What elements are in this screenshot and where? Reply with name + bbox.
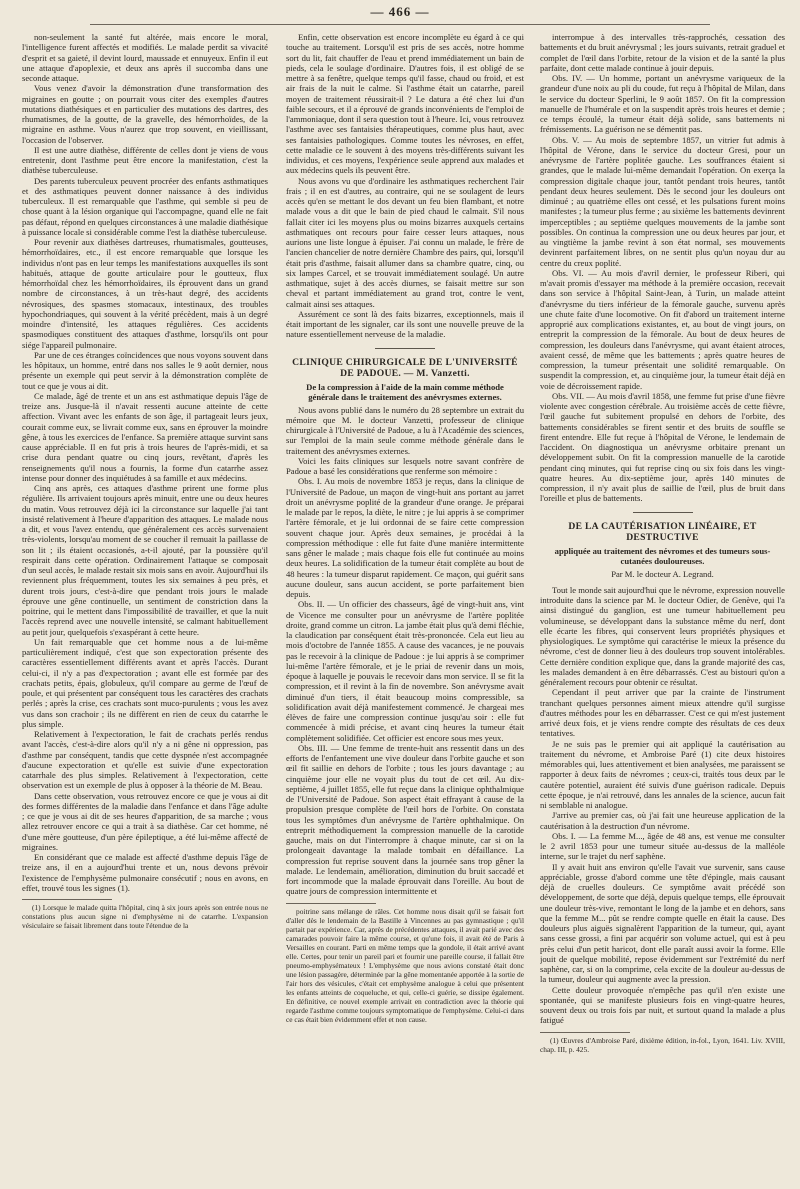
column-right (540, 32, 785, 1172)
paragraph: Il est une autre diathèse, différente de celles dont je viens de vous entretenir, dont l'asthme peut être encore la manifestation, c'est la diathèse tuberculeuse. (22, 144, 268, 176)
paragraph: non-seulement la santé fut altérée, mais encore le moral, l'intelligence furent affectés et modifiés. Le malade perdit sa vivacité d'esprit et sa gaieté, il devint lourd, maussade et ennuyeux. Enfin il eut une attaque d'apoplexie, et deux ans après il succomba dans une seconde attaque. (22, 32, 268, 83)
paragraph: Enfin, cette observation est encore incomplète eu égard à ce qui touche au traitement. Lorsqu'il est pris de ses accès, notre homme sort du lit, fait chauffer de l'eau et prend immédiatement un bain de pieds, cela le soulage d'ordinaire. D'autres fois, il est obligé de se mettre à sa fenêtre, quelque temps qu'il fasse, chaud ou froid, et est air frais de la nuit le calme. Si l'asthme était un catarrhe, pareil moyen de traitement réussirait-il ? Le datura a été chez lui d'un faible secours, et il a éprouvé de grands inconvénients de l'emploi de l'ammoniaque, dont il sera question tout à l'heure. Ici, vous retrouvez l'asthme avec ses fantaisies thérapeutiques, comme plus haut, avec ses fantaisies pathologiques. Comme toutes les névroses, en effet, cette maladie ce le souvent à des moyens très-différents suivant les individus, et ces moyens, l'expérience seule apprend aux malades et aux médecins quels ils peuvent être. (286, 32, 524, 176)
paragraph: Obs. IV. — Un homme, portant un anévrysme variqueux de la grandeur d'une noix au pli du coude, fut reçu à l'hôpital de Milan, dans le service du docteur Sperlini, le 9 août 1857. On fit la compression manuelle de l'humérale et on la suspendit après trois heures et demie ; ce temps écoulé, la tumeur était déjà solide, sans battements ni frémissements. La guérison ne se démentit pas. (540, 73, 785, 135)
paragraph: Dans cette observation, vous retrouvez encore ce que je vous ai dit des formes différentes de la maladie dans l'enfance et dans l'âge adulte ; ce que je vous ai dit de ses heures d'apparition, de sa marche ; vous allez retrouver encore ce qui a trait à sa diathèse. Car cet homme, né d'une mère goutteuse, d'un père épileptique, a été lui-même affecté de migraines. (22, 790, 268, 852)
paragraph: Je ne suis pas le premier qui ait appliqué la cautérisation au traitement du névrome, et Ambroise Paré (1) cite deux histoires mémorables qui, lues attentivement et bien analysées, me paraissent se rapporter à deux faits de névromes ; ceux-ci, traités tous deux par le cautère potentiel, auraient été suivis d'une guérison radicale. Depuis cette époque, je n'ai retrouvé, dans les annales de la science, aucun fait ni semblable ni analogue. (540, 738, 785, 810)
paragraph: interrompue à des intervalles très-rapprochés, cessation des battements et du bruit anévrysmal ; les jours suivants, retrait graduel et complet de l'œil dans l'orbite, retour de la vision et de la santé la plus parfaite, dont cette malade continue à jouir depuis. (540, 32, 785, 73)
paragraph: Cependant il peut arriver que par la crainte de l'instrument tranchant quelques personnes aiment mieux attendre qu'il surgisse d'autres méthodes pour les en débarrasser. C'est ce qui m'est justement arrivé deux fois, et je viens rendre compte des résultats de ces deux tentatives. (540, 687, 785, 739)
paragraph: Il y avait huit ans environ qu'elle l'avait vue survenir, sans cause appréciable, grosse d'abord comme une tête d'épingle, mais causant déjà de cruelles douleurs. Ce symptôme avait précédé son développement, de sorte que déjà, depuis quelque temps, elle éprouvait une douleur très-vive, remontant le long de la jambe et en dehors, sans que la femme M... pût se rendre compte quelle en était la cause. Des douleurs plus aiguës signalèrent l'apparition de la tumeur, qui, ayant sans cesse grossi, a fini par acquérir son volume actuel, qui est à peu près celui d'un petit haricot, dont elle paraît aussi avoir la forme. Elle jouit de quelque mobilité, repose évidemment sur l'extrémité du nerf saphène, car, si on la comprime, cela excite de la douleur au-dessus de la tumeur, douleur qui augmente avec la pression. (540, 861, 785, 985)
section-title: DE LA CAUTÉRISATION LINÉAIRE, ET DESTRUCTIVE (568, 520, 757, 543)
paragraph: Un fait remarquable que cet homme nous a de lui-même particulièrement indiqué, c'est que son expectoration présente des caractères essentiellement différents avant et après l'accès. Durant celui-ci, il n'y a pas d'expectoration ; avant elle est formée par des crachats petits, épais, globuleux, qu'il compare au germe de l'œuf de poule, et qui présentent par conséquent tous les caractères des crachats perlés ; après la crise, ces crachats sont muco-purulents ; vous les avez vus dans son crachoir ; ils ne diffèrent en rien de ceux du catarrhe le plus simple. (22, 636, 268, 729)
footnote (540, 1036, 785, 1054)
paragraph: Obs. II. — Un officier des chasseurs, âgé de vingt-huit ans, vint de Vicence me consulter pour un anévrysme de l'artère poplitée droite, grand comme un citron. La jambe était plus qu'à demi fléchie, la claudication par conséquent était très-prononcée. Cela eut lieu au mois d'octobre de l'année 1855. A cause des vacances, je ne pouvais pas le recevoir à la clinique de Padoue : je lui appris à se comprimer lui-même l'artère fémorale, et je le priai de revenir dans un mois, époque à laquelle je pouvais le recevoir dans mon service. Il se fit la compression, et il revint à la fin de novembre. Son anévrysme avait diminué d'un tiers, il était beaucoup moins compressible, sa solidification avait déjà manifestement commencé. Je chargeai mes élèves de faire une compression continue jusqu'au soir : elle fut commencée à midi précise, et avant cinq heures la tumeur était complètement solidifiée. Cet officier est encore sous mes yeux. (286, 599, 524, 743)
column-middle (286, 32, 524, 1172)
section-author: Par M. le docteur A. Legrand. (611, 568, 714, 579)
paragraph: Obs. I. — La femme M..., âgée de 48 ans, est venue me consulter le 2 avril 1853 pour une tumeur située au-dessus de la malléole interne, sur le trajet du nerf saphène. (540, 830, 785, 862)
section-title: CLINIQUE CHIRURGICALE DE L'UNIVERSITÉ DE PADOUE. — M. Vanzetti. (292, 356, 518, 379)
section-subtitle: De la compression à l'aide de la main comme méthode générale dans le traitement des anévrysmes externes. (306, 381, 504, 402)
footnote-continued (286, 907, 524, 1024)
paragraph: Obs. VII. — Au mois d'avril 1858, une femme fut prise d'une fièvre violente avec congestion cérébrale. Au troisième accès de cette fièvre, l'œil gauche fut subitement propulsé en dehors de l'orbite, des battements considérables se firent sentir et des bruits de souffle se firent entendre. Elle fut reçue à l'hôpital de Vérone, le lendemain de l'accident. On diagnostiqua un anévrysme orbitaire prenant un développement subit. On fit la compression manuelle de la carotide pendant cinq minutes, qui fut reprise cinq ou six fois dans les vingt-quatre heures. Au dix-septième jour, après 140 minutes de compression, il n'y avait plus de saillie de l'œil, plus de bruit dans l'oreille et plus de battements. (540, 390, 785, 504)
paragraph: Obs. VI. — Au mois d'avril dernier, le professeur Riberi, qui m'avait promis d'essayer ma méthode à la première occasion, recevait dans son service à l'hôpital Saint-Jean, à Turin, un malade atteint d'anévrysme du tiers inférieur de la fémorale gauche, survenu après une chute faite d'une locomotive. On fit d'abord un traitement interne approprié aux complications existantes, et, au bout de vingt jours, on entreprit la compression de la fémorale. Au bout de deux heures de compression, les douleurs dans l'anévrysme, qui avant étaient atroces, avaient cessé, de même que les battements ; après quatre heures de compression, la tumeur présentait une solidité remarquable. On suspendit la compression, et, au cinquième jour, la tumeur était déjà en voie de décroissement rapide. (540, 267, 785, 391)
header-rule (90, 24, 710, 25)
paragraph: Ce malade, âgé de trente et un ans est asthmatique depuis l'âge de treize ans. Jusque-là il n'avait ressenti aucune atteinte de cette affection. Vivant avec les enfants de son âge, il partageait leurs jeux, courait comme eux, se livrait comme eux, sans en éprouver la moindre gêne, à tous les exercices de l'enfance. Sa première attaque survint sans cause appréciable. Il en fut pris à trois heures de l'après-midi, et sa crise dura pendant quatre ou cinq jours, revêtant, d'après les renseignements qu'il nous a fournis, la forme d'un catarrhe assez intense pour donner des inquiétudes à sa famille et aux médecins. (22, 390, 268, 483)
paragraph: Nous avons publié dans le numéro du 28 septembre un extrait du mémoire que M. le docteur Vanzetti, professeur de clinique chirurgicale à l'Université de Padoue, a lu à l'Académie des sciences, sur l'emploi de la main seule comme méthode générale dans le traitement des anévrysmes externes. (286, 404, 524, 456)
section-subtitle: appliquée au traitement des névromes et des tumeurs sous-cutanées douloureuses. (554, 545, 771, 566)
footnote-rule (22, 899, 112, 900)
paragraph: Assurément ce sont là des faits bizarres, exceptionnels, mais il était important de les signaler, car ils sont une nouvelle preuve de la nature essentiellement nerveuse de la maladie. (286, 308, 524, 340)
paragraph: Obs. V. — Au mois de septembre 1857, un vitrier fut admis à l'hôpital de Vérone, dans le service du docteur Gresi, pour un anévrysme de l'artère poplitée gauche. Les souffrances étaient si grandes, que le malade lui-même demandait l'opération. On exerça la compression digitale chaque jour, tantôt pendant trois heures, tantôt pendant deux heures seulement. Dès le second jour les douleurs ont diminué ; au quatrième elles ont cessé, et les pulsations furent moins manifestes ; la tumeur plus ferme ; au sixième les battements devinrent imperceptibles ; au septième quelques mouvements de la jambe sont possibles. On continua la compression une ou deux heures par jour, et au vingtième la jambe revint à son état normal, ses mouvements devinrent parfaitement libres, on ne sentit plus qu'un noyau dur au centre du creux poplité. (540, 134, 785, 268)
paragraph: Des parents tuberculeux peuvent procréer des enfants asthmatiques et des asthmatiques peuvent donner naissance à des individus tuberculeux. Il est remarquable que l'asthme, qui semble si peu de chose quant à la lésion organique qui l'accompagne, quand elle ne fait pas défaut, répond en quelques circonstances à une maladie diathésique à puissance locale si considérable comme l'est la diathèse tuberculeuse. (22, 175, 268, 237)
paragraph: Par une de ces étranges coïncidences que nous voyons souvent dans les hôpitaux, un homme, entré dans nos salles le 9 août dernier, nous présente un exemple qui peut servir à la démonstration complète de tout ce que je vous ai dit. (22, 349, 268, 391)
footnote-text: poitrine sans mélange de râles. Cet homme nous disait qu'il se faisait fort d'aller dès le lendemain de la Bastille à Vincennes au pas gymnastique ; qu'il partait par expérience. Car, après de précédentes attaques, il avait parié avec des camarades pouvoir faire la même course, et qu'une fois, il avait été de Paris à Versailles en courant. Parti en même temps que la gondole, il était arrivé avant elle. Certes, pour tenir un pareil pari et fournir une pareille course, il fallait être pneumo-emphysémateux ! L'emphysème que nous avions constaté était donc une lésion passagère, déterminée par la gêne momentanée apportée à la sortie de l'air hors des vésicules, c'était cet emphysème analogue à celui que présentent les enfants atteints de coqueluche, et qui, celle-ci guérie, se dissipe également. En définitive, ce nouvel exemple arrivait en contradiction avec la théorie qui regarde l'asthme comme toujours symptomatique de l'emphysème. Celui-ci dans ce cas était bien évidemment effet et non cause. (286, 906, 524, 1024)
paragraph: Voici les faits cliniques sur lesquels notre savant confrère de Padoue a basé les considérations que renferme son mémoire : (286, 455, 524, 476)
section-separator (375, 348, 435, 349)
footnote-rule (540, 1032, 630, 1033)
footnote-text: (1) Lorsque le malade quitta l'hôpital, cinq à six jours après son entrée nous ne constations plus aucun signe ni d'emphysème ni de catarrhe. L'expansion vésiculaire se faisait librement dans toute l'étendue de la (22, 903, 268, 930)
section-separator (633, 512, 693, 513)
paragraph: Vous venez d'avoir la démonstration d'une transformation des migraines en goutte ; on pourrait vous citer des exemples d'autres mutations diathésiques et en particulier des mutations des dartres, des rhumatismes, de la goutte, de la gravelle, des hémorrhoïdes, de la migraine en asthme. Vous n'aurez que trop souvent, en vieillissant, l'occasion de l'observer. (22, 83, 268, 145)
column-left (22, 32, 268, 1172)
paragraph: Tout le monde sait aujourd'hui que le névrome, expression nouvelle introduite dans la science par M. le docteur Odier, de Genève, qui l'a ainsi distingué du ganglion, est une tumeur habituellement peu volumineuse, se développant dans la substance même du nerf, dont elle écarte les fibres, qui conservent leurs propriétés physiques et physiologiques. Le symptôme qui caractérise le mieux la présence du névrome, c'est de donner lieu à des douleurs trop souvent intolérables. Cette dernière condition explique que, dans la grande majorité des cas, les malades demandent à en être débarrassés. C'est au bistouri qu'on a généralement recours pour obtenir ce résultat. (540, 584, 785, 687)
paragraph: Pour revenir aux diathèses dartreuses, rhumatismales, goutteuses, hémorrhoïdaires, etc., il est encore remarquable que lorsque les individus n'ont pas en leur temps les manifestations auxquelles ils sont habitués, attaque de goutte articulaire pour le goutteux, flux hémorrhoïdal chez les hémorrhoïdaires, ils éprouvent dans un grand nombre de circonstances, à un très-haut degré, des accidents névrosiques, des spasmes stomacaux, intestinaux, des troubles hypochondriaques, qui souvent à la vérité précèdent, mais à un degré moindre d'intensité, les attaques régulières. Ces accidents spasmodiques constituent des attaques d'asthme, lorsqu'ils ont pour siége l'appareil pulmonaire. (22, 237, 268, 350)
footnote (22, 903, 268, 930)
paragraph: Obs. I. Au mois de novembre 1853 je reçus, dans la clinique de l'Université de Padoue, un maçon de vingt-huit ans portant au jarret droit un anévrysme poplité de la grandeur d'une orange. Je préparai le malade par le repos, la diète, le nitre ; je lui appris à se comprimer l'artère fémorale, et je lui ordonnai de se faire cette compression souvent chaque jour. Après deux semaines, je procédai à la compression méthodique : elle fut faite d'une manière intermittente sans gêner le malade ; mais chaque fois elle fut continuée au moins deux heures. La solidification de la tumeur était complète au bout de 48 heures : la tumeur disparut rapidement. Ce maçon, qui guérit sans aucune douleur, sans aucun accident, se porte parfaitement bien depuis. (286, 476, 524, 599)
paragraph: Cinq ans après, ces attaques d'asthme prirent une forme plus régulière. Ils arrivaient toujours après minuit, entre une ou deux heures du matin. Vous retrouvez déjà ici la circonstance sur laquelle j'ai tant insisté relativement à l'heure d'apparition des attaques. Le malade nous a dit, et vous l'avez entendu, que généralement ces accès survenaient très-violents, lorsqu'au moment de se coucher il remuait la paillasse de son lit ; ils étaient occasionés, a-t-il ajouté, par la poussière qu'il respirait dans cette opération. Ordinairement l'attaque se composait d'un seul accès, le malade restait six mois sans en avoir. Aujourd'hui ils reviennent plus fréquemment, toutes les six semaines à peu près, et durent trois jours, c'est-à-dire que pendant trois jours le malade éprouve une gêne continuelle, un sentiment de constriction dans la poitrine, qui le mettent dans l'impossibilité de travailler, et que la nuit l'accès reprend avec une nouvelle intensité, se calmant habituellement au petit jour, quelquefois s'exaspérant à cette heure. (22, 483, 268, 637)
paragraph: Nous avons vu que d'ordinaire les asthmatiques recherchent l'air frais ; il en est d'autres, au contraire, qui ne se soulagent de leurs accès qu'en se mettant le dos devant un feu bien flambant, et notre malade vous a dit que le bain de pied chaud le calmait. S'il nous fallait citer ici les moyens plus ou moins bizarres auxquels certains asthmatiques ont recours pour faire cesser leurs attaques, nous aurions une liste longue à épuiser. J'ai connu un malade, le frère de l'ancien chancelier de notre dernière Chambre des pairs, qui, lorsqu'il était pris d'asthme, faisait allumer dans sa chambre quatre, cinq, ou six lampes Carcel, et se trouvait immédiatement soulagé. Un autre asthmatique, sujet à des accès diurnes, se faisait mettre sur son cheval et partant immédiatement au grand trot, contre le vent, calmait ainsi ses attaques. (286, 175, 524, 309)
paragraph: Relativement à l'expectoration, le fait de crachats perlés rendus avant l'accès, c'est-à-dire alors qu'il n'y a ni gêne ni oppression, pas d'asthme par conséquent, tandis que cette dyspnée n'est accompagnée d'aucune expectoration et qu'elle est suivie d'une expectoration catarrhale des plus simples. Relativement à l'expectoration, cette observation est un exemple de plus à opposer à la théorie de M. Beau. (22, 729, 268, 791)
footnote-text: (1) Œuvres d'Ambroise Paré, dixième édition, in-fol., Lyon, 1641. Liv. XVIII, chap. III, p. 425. (540, 1035, 785, 1054)
footnote-rule (286, 903, 376, 904)
paragraph: Obs. III. — Une femme de trente-huit ans ressentit dans un des efforts de l'enfantement une vive douleur dans l'orbite gauche et son œil fit saillie en dehors de l'orbite ; tous les jours davantage ; au cinquième jour elle ne voyait plus du tout de cet œil. Au dix-septième, 4 juillet 1855, elle fut reçue dans la clinique ophthalmique de l'Université de Padoue. Son aspect était effrayant à cause de la propulsion presque complète de l'œil hors de l'orbite. On constata tous les symptômes d'un anévrysme de l'artère ophthalmique. On entreprit méthodiquement la compression manuelle de la carotide gauche, mais on dut l'interrompre à chaque minute, car si on la prolongeait davantage la malade tombait en défaillance. La compression fut reprise souvent dans la journée sans trop gêner la malade. Le lendemain, amélioration, diminution du bruit saccadé et fort incommode que la malade éprouvait dans l'oreille. Au bout de quatre jours de compression intermittente et (286, 742, 524, 897)
paragraph: Cette douleur provoquée n'empêche pas qu'il n'en existe une spontanée, qui se manifeste plusieurs fois en vingt-quatre heures, souvent deux ou trois fois par nuit, et surtout quand la malade a plus fatigué (540, 984, 785, 1026)
page-number: — 466 — (370, 4, 430, 19)
paragraph: En considérant que ce malade est affecté d'asthme depuis l'âge de treize ans, il en a aujourd'hui trente et un, nous devons prévoir l'existence de l'emphysème pulmonaire consécutif ; nous en avons, en effet, trouvé tous les signes (1). (22, 852, 268, 893)
paragraph: J'arrive au premier cas, où j'ai fait une heureuse application de la cautérisation à la destruction d'un névrome. (540, 810, 785, 831)
page-header (0, 4, 800, 26)
